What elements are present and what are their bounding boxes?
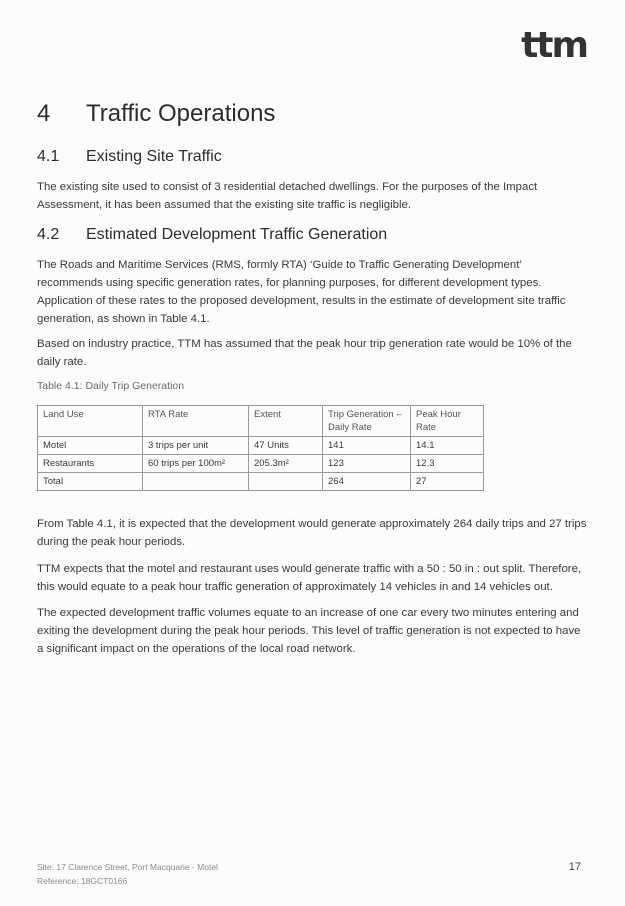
- table-cell: 47 Units: [249, 437, 323, 455]
- table-row: [38, 473, 484, 491]
- table-cell: 27: [411, 473, 484, 491]
- table-header-cell: Land Use: [38, 406, 143, 437]
- table-cell: [249, 473, 323, 491]
- table-caption: Table 4.1: Daily Trip Generation: [37, 380, 185, 392]
- table-header-cell: Extent: [249, 406, 323, 437]
- table-header-cell: Peak Hour Rate: [411, 406, 484, 437]
- ttm-logo: ttm: [521, 25, 587, 66]
- table-header-cell: Trip Generation – Daily Rate: [323, 406, 411, 437]
- subsection-title: Existing Site Traffic: [86, 148, 222, 165]
- trip-generation-table: [37, 405, 484, 491]
- paragraph-split: TTM expects that the motel and restaurant uses would generate traffic with a 50 : 50 in : out split. Therefore, this would equate to a peak hour traffic generation of approximately 14 vehicles in and 14 vehicles out.: [37, 563, 582, 593]
- section-title: Traffic Operations: [86, 100, 276, 127]
- paragraph-rms-guide: The Roads and Maritime Services (RMS, formly RTA) ‘Guide to Traffic Generating Development’ recommends using specific generation rates, for planning purposes, for different development types. Application of these rates to the proposed development, results in the estimate of development site traffic generation, as shown in Table 4.1.: [37, 259, 566, 325]
- paragraph-existing-traffic: The existing site used to consist of 3 residential detached dwellings. For the purposes of the Impact Assessment, it has been assumed that the existing site traffic is negligible.: [37, 181, 538, 211]
- paragraph-peak-rate: Based on industry practice, TTM has assumed that the peak hour trip generation rate would be 10% of the daily rate.: [37, 338, 572, 368]
- table-row: [38, 437, 484, 455]
- footer: [37, 860, 218, 888]
- table-cell: 205.3m²: [249, 455, 323, 473]
- table-cell: Total: [38, 473, 143, 491]
- section-number: 4: [37, 100, 51, 127]
- paragraph-impact: The expected development traffic volumes equate to an increase of one car every two minutes entering and exiting the development during the peak hour periods. This level of traffic generation is not expected to have a significant impact on the operations of the local road network.: [37, 607, 581, 655]
- subsection-number: 4.1: [37, 148, 60, 165]
- subsection-title: Estimated Development Traffic Generation: [86, 226, 388, 243]
- page-number: 17: [568, 861, 581, 873]
- footer-reference: Reference: 18GCT0166: [37, 876, 128, 886]
- table-cell: Motel: [38, 437, 143, 455]
- section-heading: [37, 100, 275, 128]
- table-cell: 123: [323, 455, 411, 473]
- table-cell: 141: [323, 437, 411, 455]
- table-cell: [143, 473, 249, 491]
- paragraph-daily-trips: From Table 4.1, it is expected that the development would generate approximately 264 daily trips and 27 trips during the peak hour periods.: [37, 518, 587, 548]
- table-cell: 14.1: [411, 437, 484, 455]
- subsection-heading-4-1: [37, 148, 222, 166]
- table-cell: 12.3: [411, 455, 484, 473]
- subsection-heading-4-2: [37, 226, 387, 244]
- table-cell: Restaurants: [38, 455, 143, 473]
- table-cell: 3 trips per unit: [143, 437, 249, 455]
- table-row: [38, 455, 484, 473]
- table-header-row: [38, 406, 484, 437]
- footer-site: Site: 17 Clarence Street, Port Macquarie - Motel: [37, 862, 218, 872]
- table-cell: 60 trips per 100m²: [143, 455, 249, 473]
- table-header-cell: RTA Rate: [143, 406, 249, 437]
- subsection-number: 4.2: [37, 226, 60, 243]
- table-cell: 264: [323, 473, 411, 491]
